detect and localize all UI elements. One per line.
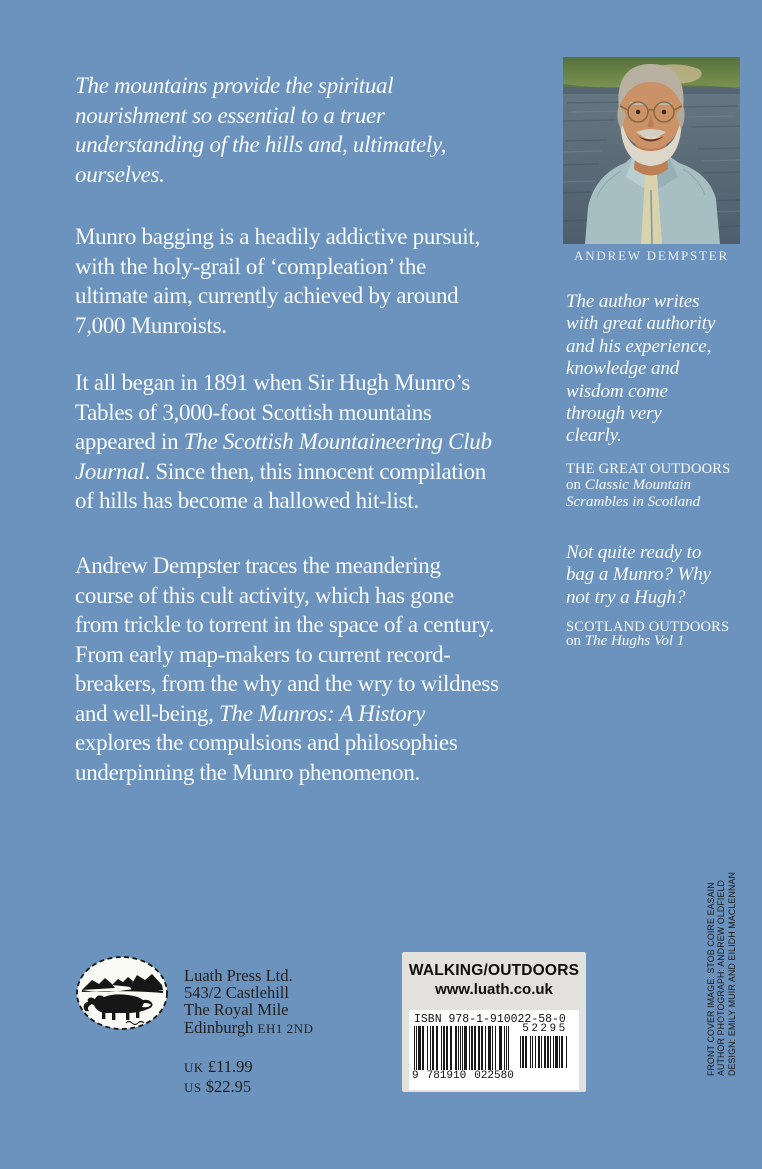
ean-barcode [414, 1026, 509, 1075]
review-source-great-outdoors: THE GREAT OUTDOORS [566, 461, 731, 477]
review-quote-scotland-outdoors: Not quite ready to bag a Munro? Why not try a Hugh? [566, 542, 711, 608]
luath-dog-mountains-icon [74, 953, 170, 1035]
paragraph-author-summary: Andrew Dempster traces the meandering course of this cult activity, which has gone from trickle to torrent in the space of a century. From early map-makers to current record- breakers, from the why and the wry to wildness and well-being, The Munros: A History explores the compulsions and philosophies underpinning the Munro phenomenon. [75, 553, 499, 785]
barcode-panel [402, 952, 586, 1092]
ean-digit-group: 9 [412, 1070, 419, 1082]
review-work-scotland-outdoors: on The Hughs Vol 1 [566, 633, 685, 649]
paragraph-munro-bagging: Munro bagging is a headily addictive pursuit, with the holy-grail of ‘compleation’ the ultimate aim, currently achieved by around 7,000 Munroists. [75, 224, 480, 338]
author-photo-illustration [563, 57, 740, 244]
addon-digits: 52295 [522, 1023, 568, 1035]
ean-digit-group: 022580 [474, 1070, 514, 1082]
ean-digits [412, 1070, 514, 1082]
review-quote-great-outdoors: The author writes with great authority and his experience, knowledge and wisdom come through very clearly. [566, 291, 716, 447]
barcode-area [409, 1010, 579, 1090]
review-work-great-outdoors: on Classic Mountain Scrambles in Scotland [566, 477, 701, 510]
ean-digit-group: 781910 [426, 1070, 467, 1082]
pull-quote: The mountains provide the spiritual nourishment so essential to a truer understanding of the hills and, ultimately, ourselves. [75, 73, 447, 187]
review-source-scotland-outdoors: SCOTLAND OUTDOORS [566, 619, 730, 635]
addon-barcode [519, 1036, 567, 1073]
isbn-label: ISBN 978-1-910022-58-0 [414, 1013, 566, 1026]
photo-caption: ANDREW DEMPSTER [574, 248, 729, 263]
author-photo [563, 57, 740, 244]
price-list: UK £11.99 US $22.95 [184, 1057, 253, 1096]
luath-press-logo [74, 953, 170, 1035]
paragraph-history-1891: It all began in 1891 when Sir Hugh Munro’s Tables of 3,000-foot Scottish mountains appeared in The Scottish Mountaineering Club Journal. Since then, this innocent compilation of hills has become a hallowed hit-list. [75, 370, 492, 513]
publisher-address: Luath Press Ltd. 543/2 Castlehill The Royal Mile Edinburgh EH1 2ND [184, 966, 314, 1037]
category-label: WALKING/OUTDOORS [408, 962, 580, 979]
print-credits: FRONT COVER IMAGE: STOB COIRE EASAIN AUTHOR PHOTOGRAPH: ANDREW OLDFIELD DESIGN: EMILY MUIR AND EILIDH MACLENNAN [706, 872, 737, 1076]
website-url: www.luath.co.uk [435, 981, 553, 998]
